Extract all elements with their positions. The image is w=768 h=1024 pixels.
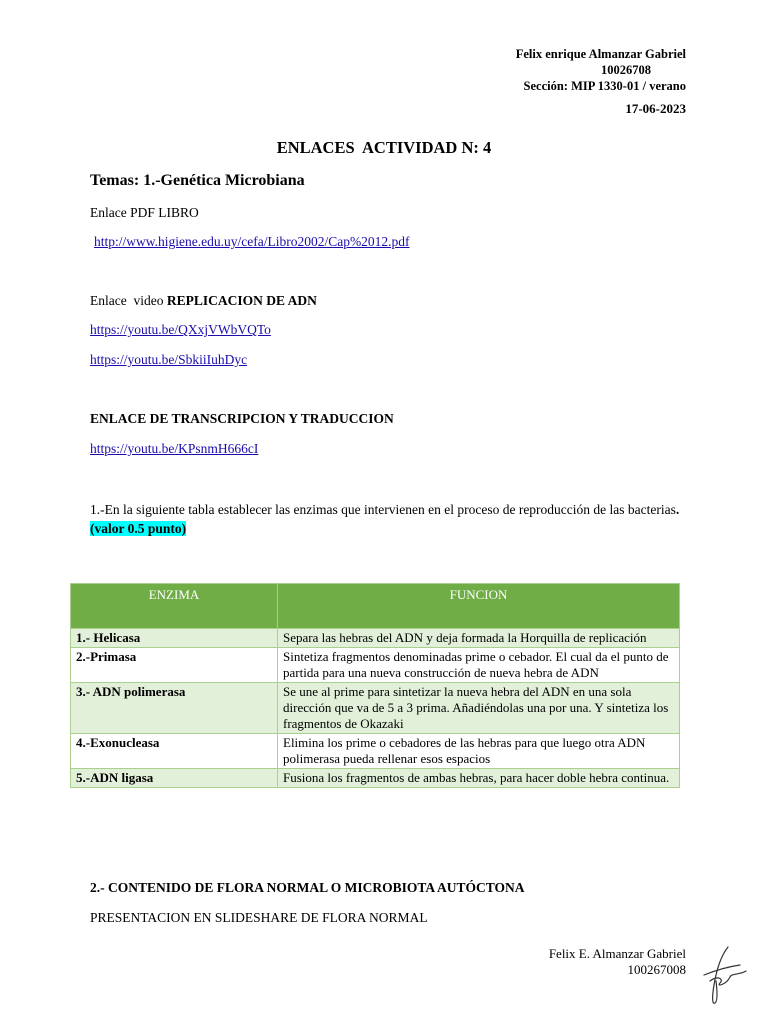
function-cell: Elimina los prime o cebadores de las hebras para que luego otra ADN polimerasa pueda rellenar esos espacios — [278, 734, 680, 769]
question-value-highlight: (valor 0.5 punto) — [90, 521, 187, 536]
table-row — [71, 648, 680, 683]
function-cell: Fusiona los fragmentos de ambas hebras, para hacer doble hebra continua. — [278, 769, 680, 788]
enzyme-cell: 3.- ADN polimerasa — [71, 683, 278, 734]
video-label — [90, 293, 317, 309]
section-2-heading: 2.- CONTENIDO DE FLORA NORMAL O MICROBIOTA AUTÓCTONA — [90, 880, 525, 895]
question-1 — [90, 500, 680, 538]
enzyme-cell: 4.-Exonucleasa — [71, 734, 278, 769]
table-row — [71, 629, 680, 648]
question-punct: . — [675, 502, 680, 517]
author-name: Felix enrique Almanzar Gabriel — [515, 47, 686, 61]
video-label-topic: REPLICACION DE ADN — [166, 293, 317, 308]
author-section: Sección: MIP 1330-01 / verano — [523, 79, 686, 93]
footer-name: Felix E. Almanzar Gabriel — [548, 946, 686, 961]
video-link-1[interactable]: https://youtu.be/QXxjVWbVQTo — [90, 322, 271, 337]
page-title: ENLACES ACTIVIDAD N: 4 — [276, 138, 492, 157]
enzyme-cell: 2.-Primasa — [71, 648, 278, 683]
column-header-enzyme: ENZIMA — [71, 584, 278, 629]
enzyme-cell: 5.-ADN ligasa — [71, 769, 278, 788]
function-cell: Separa las hebras del ADN y deja formada la Horquilla de replicación — [278, 629, 680, 648]
footer-signature-block — [549, 946, 686, 978]
slideshare-label: PRESENTACION EN SLIDESHARE DE FLORA NORMAL — [90, 910, 428, 925]
pdf-link[interactable]: http://www.higiene.edu.uy/cefa/Libro2002/Cap%2012.pdf — [94, 234, 410, 249]
topic-heading: Temas: 1.-Genética Microbiana — [90, 172, 305, 189]
author-id: 10026708 — [601, 63, 651, 77]
video-link-2[interactable]: https://youtu.be/SbkiiIuhDyc — [90, 352, 248, 367]
footer-id: 100267008 — [627, 962, 686, 977]
enzyme-table — [70, 583, 680, 788]
column-header-function: FUNCION — [278, 584, 680, 629]
table-row — [71, 769, 680, 788]
table-row — [71, 734, 680, 769]
table-row — [71, 683, 680, 734]
table-header-row — [71, 584, 680, 629]
handwritten-signature-icon — [700, 945, 750, 1007]
transcription-heading: ENLACE DE TRANSCRIPCION Y TRADUCCION — [90, 411, 394, 426]
document-date: 17-06-2023 — [625, 101, 686, 116]
function-cell: Sintetiza fragmentos denominadas prime o cebador. El cual da el punto de partida para una nueva construcción de nueva hebra de ADN — [278, 648, 680, 683]
video-label-prefix: Enlace video — [90, 293, 167, 308]
author-header — [516, 46, 686, 94]
function-cell: Se une al prime para sintetizar la nueva hebra del ADN en una sola dirección que va de 5 a 3 prima. Añadiéndolas una por una. Y sintetiza los fragmentos de Okazaki — [278, 683, 680, 734]
transcription-link[interactable]: https://youtu.be/KPsnmH666cI — [90, 441, 259, 456]
question-text: 1.-En la siguiente tabla establecer las enzimas que intervienen en el proceso de reproducción de las bacterias — [90, 502, 676, 517]
pdf-label: Enlace PDF LIBRO — [90, 205, 199, 220]
enzyme-cell: 1.- Helicasa — [71, 629, 278, 648]
